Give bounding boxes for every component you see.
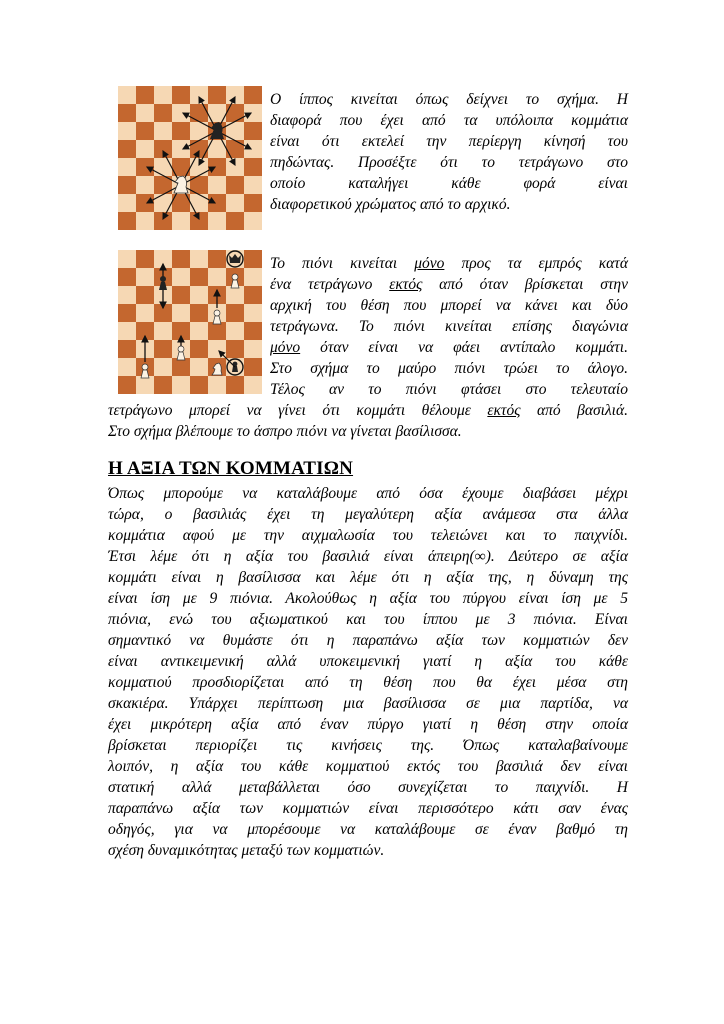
board-square — [244, 122, 262, 140]
text-line: Ο ίππος κινείται όπως δείχνει το σχήμα. Η — [270, 91, 628, 108]
text-line: Στο σχήμα βλέπουμε το άσπρο πιόνι να γίνεται βασίλισσα. — [108, 423, 462, 440]
board-square — [226, 286, 244, 304]
text-line: Το πιόνι κινείται μόνο προς τα εμπρός κατά — [270, 255, 628, 272]
board-square — [244, 250, 262, 268]
board-square — [172, 122, 190, 140]
board-square — [118, 158, 136, 176]
board-square — [190, 158, 208, 176]
board-square — [154, 104, 172, 122]
board-square — [190, 376, 208, 394]
board-square — [118, 104, 136, 122]
board-square — [172, 268, 190, 286]
text-line: διαφορά που έχει από τα υπόλοιπα κομμάτια — [270, 112, 628, 129]
text-line: πιόνια, ενώ του αξιωματικού και του ίππου με 3 πιόνια. Είναι — [108, 611, 628, 628]
board-square — [154, 322, 172, 340]
text-line: μόνο όταν είναι να φάει αντίπαλο κομμάτι. — [270, 339, 628, 356]
text-line: σημαντικό να θυμάστε ότι η παραπάνω αξία των κομματιών δεν — [108, 632, 628, 649]
text-line: είναι ότι εκτελεί την περίεργη κίνησή του — [270, 133, 628, 150]
text-line: σχέση δυναμικότητας μεταξύ των κομματιών. — [108, 842, 385, 859]
board-square — [190, 286, 208, 304]
board-square — [172, 104, 190, 122]
board-square — [244, 212, 262, 230]
board-square — [136, 104, 154, 122]
board-square — [190, 212, 208, 230]
board-square — [190, 322, 208, 340]
board-square — [226, 158, 244, 176]
board-square — [226, 376, 244, 394]
board-square — [190, 140, 208, 158]
board-square — [244, 158, 262, 176]
board-square — [118, 286, 136, 304]
board-square — [226, 104, 244, 122]
board-square — [172, 212, 190, 230]
board-square — [244, 140, 262, 158]
board-square — [118, 358, 136, 376]
board-square — [172, 358, 190, 376]
board-square — [118, 176, 136, 194]
board-square — [136, 122, 154, 140]
board-square — [136, 176, 154, 194]
text-line: είναι αντικειμενική αλλά υποκειμενική γιατί η αξία του κάθε — [108, 653, 628, 670]
board-square — [226, 86, 244, 104]
board-square — [244, 268, 262, 286]
board-square — [136, 158, 154, 176]
board-square — [136, 212, 154, 230]
board-square — [118, 304, 136, 322]
board-square — [190, 194, 208, 212]
knight-paragraph — [270, 89, 628, 194]
text-line: διαφορετικού χρώματος από το αρχικό. — [270, 196, 511, 213]
pawn-paragraph-end — [108, 421, 628, 442]
text-line: τώρα, ο βασιλιάς έχει τη μεγαλύτερη αξία ανάμεσα στα άλλα — [108, 506, 628, 523]
board-square — [172, 140, 190, 158]
board-square — [244, 104, 262, 122]
board-square — [208, 212, 226, 230]
board-square — [208, 250, 226, 268]
board-square — [154, 140, 172, 158]
text-line: Έτσι λέμε ότι η αξία του βασιλιά είναι άπειρη(∞). Δεύτερο σε αξία — [108, 548, 628, 565]
text-line: κομμάτι είναι η βασίλισσα και λέμε ότι η αξία της, η δύναμη της — [108, 569, 628, 586]
board-square — [190, 340, 208, 358]
board-square — [118, 122, 136, 140]
text-line: τετράγωνα. Το πιόνι κινείται επίσης διαγώνια — [270, 318, 628, 335]
board-square — [244, 86, 262, 104]
text-line: παραπάνω αξία των κομματιών είναι περισσότερο κάτι σαν ένας — [108, 800, 628, 817]
board-square — [154, 158, 172, 176]
board-square — [208, 86, 226, 104]
board-square — [208, 322, 226, 340]
board-square — [226, 176, 244, 194]
board-square — [244, 376, 262, 394]
board-square — [190, 358, 208, 376]
board-square — [244, 286, 262, 304]
board-square — [190, 304, 208, 322]
pawn-paragraph — [270, 253, 628, 400]
text-line: αρχική του θέση που μπορεί να κάνει και δύο — [270, 297, 628, 314]
text-line: κομμάτια αφού με την αιχμαλωσία του τελειώνει και το παιχνίδι. — [108, 527, 628, 544]
board-square — [118, 250, 136, 268]
board-square — [154, 122, 172, 140]
board-square — [136, 304, 154, 322]
board-square — [118, 212, 136, 230]
board-square — [226, 322, 244, 340]
text-line: πηδώντας. Προσέξτε ότι το τετράγωνο στο — [270, 154, 628, 171]
board-square — [244, 340, 262, 358]
section-heading: Η ΑΞΙΑ ΤΩΝ ΚΟΜΜΑΤΙΩΝ — [108, 458, 354, 479]
board-square — [190, 104, 208, 122]
text-line: λοιπόν, η αξία του κάθε κομματιού εκτός του βασιλιά δεν είναι — [108, 758, 628, 775]
text-line: κομματιού προσδιορίζεται από τη θέση που θα έχει μέσα στη — [108, 674, 628, 691]
board-square — [118, 86, 136, 104]
board-square — [118, 340, 136, 358]
board-square — [118, 194, 136, 212]
board-square — [118, 376, 136, 394]
board-square — [154, 340, 172, 358]
text-line: οδηγός, για να μπορέσουμε να καταλάβουμε σε έναν βαθμό τη — [108, 821, 628, 838]
board-square — [136, 86, 154, 104]
board-square — [208, 176, 226, 194]
board-square — [244, 322, 262, 340]
board-square — [154, 194, 172, 212]
knight-paragraph-end — [270, 194, 628, 215]
pawn-moves-diagram — [118, 250, 262, 394]
board-square — [154, 212, 172, 230]
pawn-paragraph-wide — [108, 400, 628, 421]
board-square — [226, 194, 244, 212]
board-squares — [118, 86, 262, 230]
text-line: είναι ίση με 9 πιόνια. Ακολούθως η αξία του πύργου είναι ίση με 5 — [108, 590, 628, 607]
text-line: τετράγωνο μπορεί να γίνει ότι κομμάτι θέλουμε εκτός από βασιλιά. — [108, 402, 628, 419]
board-square — [226, 140, 244, 158]
board-square — [208, 268, 226, 286]
text-line: ένα τετράγωνο εκτός από όταν βρίσκεται στην — [270, 276, 628, 293]
board-square — [154, 376, 172, 394]
board-square — [136, 268, 154, 286]
board-square — [136, 194, 154, 212]
board-square — [226, 212, 244, 230]
board-square — [136, 286, 154, 304]
text-line: Στο σχήμα το μαύρο πιόνι τρώει το άλογο. — [270, 360, 628, 377]
board-square — [244, 176, 262, 194]
text-line: βρίσκεται περιορίζει τις κινήσεις της. Όπως καταλαβαίνουμε — [108, 737, 628, 754]
board-square — [118, 322, 136, 340]
board-square — [244, 304, 262, 322]
text-line: σκακιέρα. Υπάρχει περίπτωση μια βασίλισσα σε μια παρτίδα, να — [108, 695, 628, 712]
board-square — [154, 358, 172, 376]
board-square — [244, 358, 262, 376]
board-square — [190, 250, 208, 268]
board-square — [226, 340, 244, 358]
board-square — [154, 86, 172, 104]
board-square — [136, 376, 154, 394]
board-square — [118, 140, 136, 158]
board-square — [208, 194, 226, 212]
board-square — [136, 140, 154, 158]
board-square — [208, 376, 226, 394]
board-square — [172, 86, 190, 104]
board-square — [136, 250, 154, 268]
board-square — [244, 194, 262, 212]
board-square — [226, 304, 244, 322]
board-square — [172, 376, 190, 394]
board-square — [172, 304, 190, 322]
text-line: Όπως μπορούμε να καταλάβουμε από όσα έχουμε διαβάσει μέχρι — [108, 485, 628, 502]
value-paragraph — [108, 483, 628, 840]
knight-moves-diagram — [118, 86, 262, 230]
text-line: στατική αλλά μεταβάλλεται όσο συνεχίζεται το παιχνίδι. Η — [108, 779, 628, 796]
text-line: οποίο καταλήγει κάθε φορά είναι — [270, 175, 628, 192]
text-line: Τέλος αν το πιόνι φτάσει στο τελευταίο — [270, 381, 628, 398]
board-square — [172, 286, 190, 304]
board-square — [172, 250, 190, 268]
board-square — [208, 158, 226, 176]
board-square — [118, 268, 136, 286]
text-line: έχει μικρότερη αξία από έναν πύργο γιατί η θέση στην οποία — [108, 716, 628, 733]
value-paragraph-end — [108, 840, 628, 861]
board-square — [190, 268, 208, 286]
board-square — [190, 86, 208, 104]
